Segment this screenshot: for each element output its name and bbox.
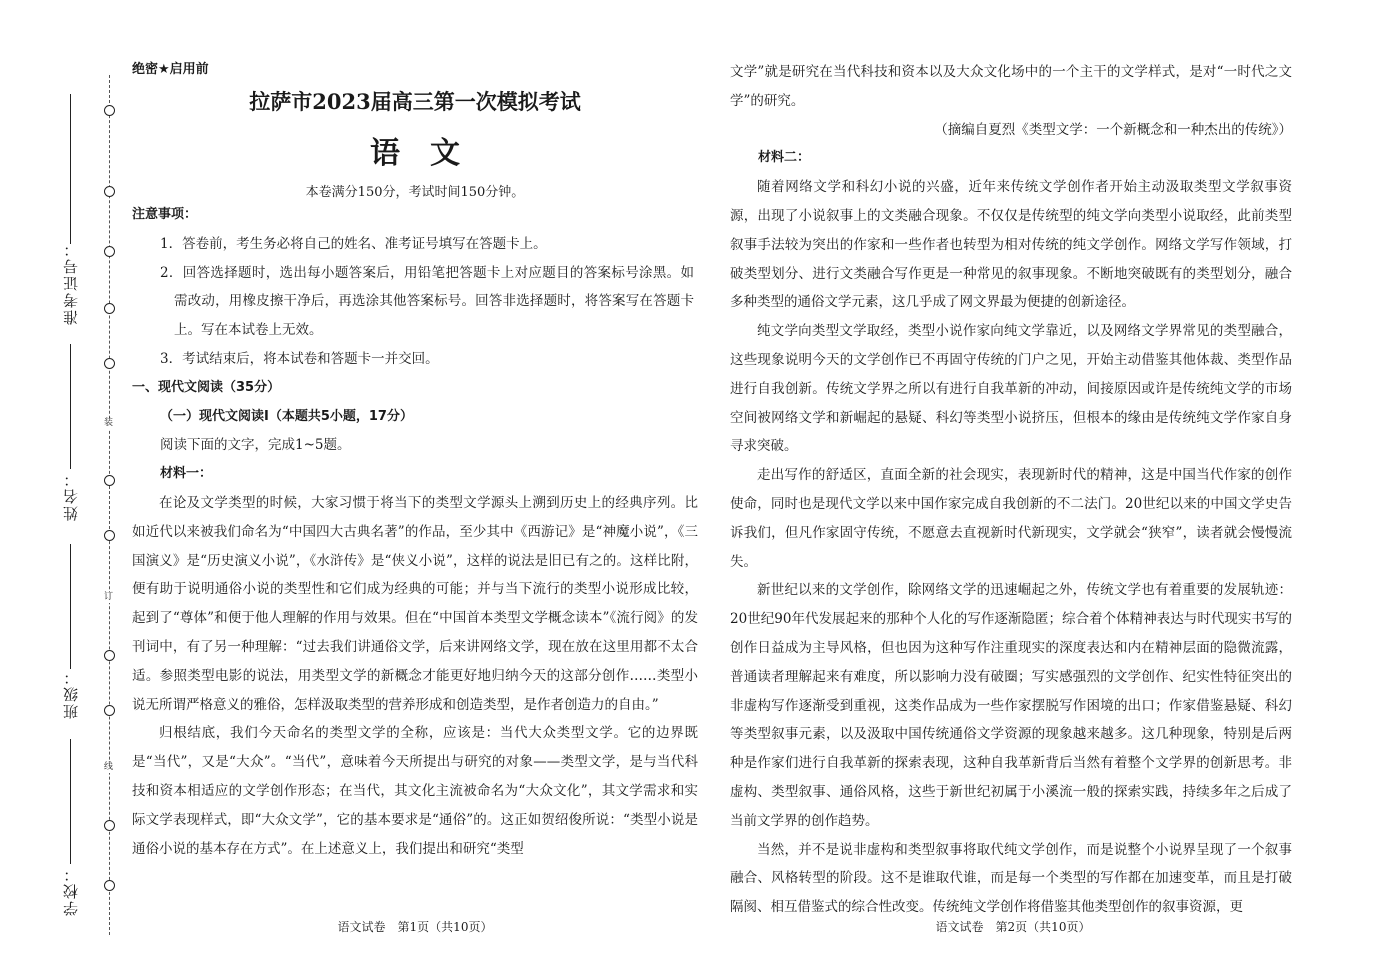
binding-hole-icon [104,705,115,716]
class-field[interactable] [58,668,82,719]
name-underline [58,340,82,469]
binding-mark: 订 [104,592,114,602]
binding-hole-icon [104,303,115,314]
binding-hole-icon [104,358,115,369]
name-label: 姓名： [61,470,80,521]
notice-block [132,201,698,863]
paragraph: 新世纪以来的文学创作，除网络文学的迅速崛起之外，传统文学也有着重要的发展轨迹：20世纪90年代发展起来的那种个人化的写作逐渐隐匿；综合着个体精神表达与时代现实书写的创作日益成为主导风格，但也因为这种写作注重现实的深度表达和内在精神层面的隐微流露，普通读者理解起来有难度，所以影响力没有破圈；写实感强烈的文学创作、纪实性特征突出的非虚构写作逐渐受到重视，这类作品成为一些作家摆脱写作困境的出口；作家借鉴悬疑、科幻等类型叙事元素，以及汲取中国传统通俗文学资源的现象越来越多。这几种现象，特别是后两种是作家们进行自我革新的探索表现，这种自我革新背后当然有着整个文学界的创新思考。非虚构、类型叙事、通俗风格，这些于新世纪初属于小溪流一般的探索实践，持续多年之后成了当前文学界的创作趋势。 [730,582,1292,829]
name-field[interactable] [58,470,82,521]
material-heading: 材料一： [160,466,213,482]
binding-hole-icon [104,475,115,486]
instruction: 阅读下面的文字，完成1~5题。 [160,437,351,454]
exam-page-1 [130,0,700,972]
paragraph: 走出写作的舒适区，直面全新的社会现实，表现新时代的精神，这是中国当代作家的创作使命，同时也是现代文学以来中国作家完成自我创新的不二法门。20世纪以来的中国文学史告诉我们，但凡作家固守传统，不愿意去直视新时代新现实，文学就会“狭窄”，读者就会慢慢流失。 [730,467,1292,570]
exam-title: 拉萨市2023届高三第一次模拟考试 [249,89,581,114]
binding-hole-icon [104,246,115,257]
score-note: 本卷满分150分，考试时间150分钟。 [305,185,525,200]
page-footer: 语文试卷 第2页（共10页） [935,920,1091,934]
paragraph: 文学”就是研究在当代科技和资本以及大众文化场中的一个主干的文学样式，是对“一时代之文学”的研究。 [730,64,1292,109]
binding-mark: 装 [104,418,114,428]
section-heading: 一、现代文阅读（35分） [132,379,281,395]
exam-page-2 [730,0,1296,972]
notice-item: 2．回答选择题时，选出每小题答案后，用铅笔把答题卡上对应题目的答案标号涂黑。如需改动，用橡皮擦干净后，再选涂其他答案标号。回答非选择题时，将答案写在答题卡上。写在本试卷上无效。 [160,264,694,339]
exam-number-label: 准考证号： [61,240,80,325]
binding-hole-icon [104,186,115,197]
binding-hole-icon [104,820,115,831]
subsection-heading: （一）现代文阅读Ⅰ（本题共5小题，17分） [160,408,413,424]
school-label: 学校： [61,865,80,916]
binding-mark: 线 [104,762,114,772]
binding-hole-icon [104,105,115,116]
binding-hole-icon [104,880,115,891]
school-field[interactable] [58,865,82,916]
paragraph: 纯文学向类型文学取经，类型小说作家向纯文学靠近，以及网络文学界常见的类型融合，这些现象说明今天的文学创作已不再固守传统的门户之见，开始主动借鉴其他体裁、类型作品进行自我创新。传统文学界之所以有进行自我革新的冲动，间接原因或许是传统纯文学的市场空间被网络文学和新崛起的悬疑、科幻等类型小说挤压，但根本的缘由是传统纯文学作家自身寻求突破。 [730,323,1292,455]
binding-strip [0,0,120,972]
material-heading: 材料二： [758,150,811,166]
school-underline [58,735,82,864]
paragraph: 在论及文学类型的时候，大家习惯于将当下的类型文学源头上溯到历史上的经典序列。比如近代以来被我们命名为“中国四大古典名著”的作品，至少其中《西游记》是“神魔小说”，《三国演义》是“历史演义小说”，《水浒传》是“侠义小说”，这样的说法是旧已有之的。这样比附，便有助于说明通俗小说的类型性和它们成为经典的可能；并与当下流行的类型小说形成比较，起到了“尊体”和便于他人理解的作用与效果。但在“中国首本类型文学概念读本”《流行阅》的发刊词中，有了另一种理解：“过去我们讲通俗文学，后来讲网络文学，现在放在这里用都不太合适。参照类型电影的说法，用类型文学的新概念才能更好地归纳今天的这部分创作……类型小说无所谓严格意义的雅俗，怎样汲取类型的营养形成和创造类型，是作者创造力的自由。” [132,494,698,713]
confidential-mark: 绝密★启用前 [132,62,209,77]
binding-hole-icon [104,530,115,541]
paragraph: 当然，并不是说非虚构和类型叙事将取代纯文学创作，而是说整个小说界呈现了一个叙事融合、风格转型的阶段。这不是谁取代谁，而是每一个类型的写作都在加速变革，而且是打破隔阂、相互借鉴式的综合性改变。传统纯文学创作将借鉴其他类型创作的叙事资源，更 [730,841,1292,916]
class-label: 班级： [61,668,80,719]
notice-item: 1．答卷前，考生务必将自己的姓名、准考证号填写在答题卡上。 [160,235,547,252]
notice-heading: 注意事项： [132,207,198,222]
exam-number-field[interactable] [58,240,82,325]
page2-body [730,58,1292,922]
binding-hole-icon [104,650,115,661]
paragraph: 随着网络文学和科幻小说的兴盛，近年来传统文学创作者开始主动汲取类型文学叙事资源，出现了小说叙事上的文类融合现象。不仅仅是传统型的纯文学向类型小说取经，此前类型叙事手法较为突出的作家和一些作者也转型为相对传统的纯文学创作。网络文学写作领域，打破类型划分、进行文类融合写作更是一种常见的叙事现象。不断地突破既有的类型划分，融合多种类型的通俗文学元素，这几乎成了网文界最为便捷的创新途径。 [730,179,1292,311]
source-citation: （摘编自夏烈《类型文学：一个新概念和一种杰出的传统》） [934,121,1292,138]
paragraph: 归根结底，我们今天命名的类型文学的全称，应该是：当代大众类型文学。它的边界既是“当代”，又是“大众”。“当代”，意味着今天所提出与研究的对象——类型文学，是与当代科技和资本相适应的文学创作形态；在当代，其文化主流被命名为“大众文化”，其文学需求和实际文学表现样式，即“大众文学”，它的基本要求是“通俗”的。这正如贺绍俊所说：“类型小说是通俗小说的基本存在方式”。在上述意义上，我们提出和研究“类型 [132,725,698,857]
class-underline [58,540,82,669]
page-footer: 语文试卷 第1页（共10页） [337,920,493,934]
subject-title: 语文 [370,136,490,171]
notice-item: 3．考试结束后，将本试卷和答题卡一并交回。 [160,350,439,367]
exam-number-underline [58,90,82,244]
binding-dashed-line [109,75,110,935]
